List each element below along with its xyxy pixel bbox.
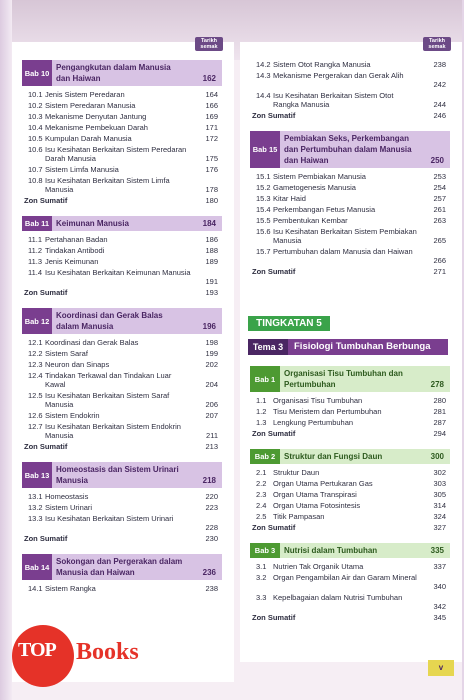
toc-item xyxy=(256,562,446,571)
item-title: Jenis Sistem Peredaran xyxy=(45,90,125,99)
item-page: 188 xyxy=(205,246,218,255)
item-title: Organ Pengambilan Air dan Garam Mineral xyxy=(273,573,417,582)
zon-sumatif-label: Zon Sumatif xyxy=(252,429,296,438)
item-title: Perkembangan Fetus Manusia xyxy=(273,205,376,214)
item-number: 14.3 xyxy=(256,71,271,80)
item-title: Mekanisme Pergerakan dan Gerak Alih xyxy=(273,71,404,80)
toc-item xyxy=(28,165,218,174)
chapter-header xyxy=(22,554,222,580)
toc-item xyxy=(256,91,446,109)
item-number: 10.1 xyxy=(28,90,43,99)
item-title: Isu Kesihatan Berkaitan Sistem Urinari xyxy=(45,514,174,523)
chapter-tag: Bab 14 xyxy=(22,554,52,580)
item-page: 207 xyxy=(205,411,218,420)
item-number: 14.2 xyxy=(256,60,271,69)
tema-title: Fisiologi Tumbuhan Berbunga xyxy=(294,341,431,352)
toc-item xyxy=(256,573,446,591)
item-title: Nutrien Tak Organik Utama xyxy=(273,562,364,571)
item-title: Pertahanan Badan xyxy=(45,235,108,244)
zon-sumatif-label: Zon Sumatif xyxy=(24,442,68,451)
item-title: Neuron dan Sinaps xyxy=(45,360,110,369)
chapter-header xyxy=(22,308,222,334)
toc-item xyxy=(28,145,218,163)
item-title: Sistem Saraf xyxy=(45,349,88,358)
item-number: 2.5 xyxy=(256,512,267,521)
toc-item xyxy=(28,411,218,420)
zon-sumatif-row xyxy=(252,111,448,120)
toc-item xyxy=(256,71,446,89)
item-number: 2.3 xyxy=(256,490,267,499)
item-page: 164 xyxy=(205,90,218,99)
item-page: 175 xyxy=(205,154,218,163)
item-number: 10.4 xyxy=(28,123,43,132)
zon-sumatif-page: 180 xyxy=(205,196,218,205)
zon-sumatif-page: 271 xyxy=(433,267,446,276)
item-title: Isu Kesihatan Berkaitan Sistem Pembiakan Manusia xyxy=(273,227,417,245)
item-title: Titik Pampasan xyxy=(273,512,325,521)
item-page: 199 xyxy=(205,349,218,358)
toc-item xyxy=(256,501,446,510)
item-number: 14.1 xyxy=(28,584,43,593)
tingkatan-banner: TINGKATAN 5 xyxy=(248,316,330,331)
item-title: Tisu Meristem dan Pertumbuhan xyxy=(273,407,382,416)
item-number: 13.3 xyxy=(28,514,43,523)
zon-sumatif-label: Zon Sumatif xyxy=(24,288,68,297)
chapter-page: 278 xyxy=(430,380,444,389)
item-title: Gametogenesis Manusia xyxy=(273,183,356,192)
item-page: 186 xyxy=(205,235,218,244)
item-number: 13.2 xyxy=(28,503,43,512)
item-title: Kitar Haid xyxy=(273,194,306,203)
item-page: 337 xyxy=(433,562,446,571)
toc-item xyxy=(28,257,218,266)
item-page: 166 xyxy=(205,101,218,110)
item-number: 3.2 xyxy=(256,573,267,582)
item-title: Jenis Keimunan xyxy=(45,257,99,266)
item-title: Sistem Pembiakan Manusia xyxy=(273,172,366,181)
chapter-tag: Bab 1 xyxy=(250,366,280,392)
item-number: 10.5 xyxy=(28,134,43,143)
item-title: Organ Utama Transpirasi xyxy=(273,490,357,499)
zon-sumatif-label: Zon Sumatif xyxy=(24,196,68,205)
item-page: 263 xyxy=(433,216,446,225)
item-number: 11.3 xyxy=(28,257,43,266)
chapter-header xyxy=(250,449,450,464)
item-number: 2.2 xyxy=(256,479,267,488)
item-title: Koordinasi dan Gerak Balas xyxy=(45,338,139,347)
item-page: 257 xyxy=(433,194,446,203)
toc-item xyxy=(28,338,218,347)
chapter-title: Homeostasis dan Sistem Urinari Manusia xyxy=(56,465,179,485)
zon-sumatif-row xyxy=(252,613,448,622)
chapter-header xyxy=(22,60,222,86)
item-page: 204 xyxy=(205,380,218,389)
zon-sumatif-page: 246 xyxy=(433,111,446,120)
item-title: Organisasi Tisu Tumbuhan xyxy=(273,396,363,405)
zon-sumatif-page: 213 xyxy=(205,442,218,451)
left-margin-band xyxy=(0,0,12,700)
toc-item xyxy=(256,479,446,488)
chapter-title: Struktur dan Fungsi Daun xyxy=(284,452,383,461)
item-number: 12.2 xyxy=(28,349,43,358)
toc-item xyxy=(28,90,218,99)
item-number: 13.1 xyxy=(28,492,43,501)
item-number: 1.2 xyxy=(256,407,267,416)
toc-item xyxy=(28,391,218,409)
toc-item xyxy=(256,183,446,192)
item-title: Tindakan Terkawal dan Tindakan Luar Kawal xyxy=(45,371,172,389)
item-title: Mekanisme Denyutan Jantung xyxy=(45,112,147,121)
toc-item xyxy=(256,512,446,521)
zon-sumatif-row xyxy=(252,429,448,438)
toc-item xyxy=(256,227,446,245)
toc-item xyxy=(28,371,218,389)
zon-sumatif-label: Zon Sumatif xyxy=(252,267,296,276)
item-title: Isu Kesihatan Berkaitan Sistem Endokrin Manusia xyxy=(45,422,181,440)
chapter-title: Organisasi Tisu Tumbuhan dan Pertumbuhan xyxy=(284,369,403,389)
chapter-page: 218 xyxy=(202,476,216,485)
zon-sumatif-label: Zon Sumatif xyxy=(24,534,68,543)
tarikh-semak-label: Tarikh semak xyxy=(195,37,223,51)
item-page: 178 xyxy=(205,185,218,194)
item-title: Pertumbuhan dalam Manusia dan Haiwan xyxy=(273,247,413,256)
chapter-tag: Bab 3 xyxy=(250,543,280,558)
chapter-page: 236 xyxy=(202,568,216,577)
item-title: Sistem Limfa Manusia xyxy=(45,165,119,174)
chapter-title: Keimunan Manusia xyxy=(56,219,129,228)
item-title: Sistem Rangka xyxy=(45,584,96,593)
toc-item xyxy=(256,205,446,214)
chapter-header xyxy=(22,216,222,231)
item-title: Organ Utama Fotosintesis xyxy=(273,501,361,510)
item-title: Struktur Daun xyxy=(273,468,320,477)
item-page: 303 xyxy=(433,479,446,488)
item-number: 15.2 xyxy=(256,183,271,192)
item-title: Kepelbagaian dalam Nutrisi Tumbuhan xyxy=(273,593,403,602)
item-page: 172 xyxy=(205,134,218,143)
chapter-header xyxy=(250,131,450,168)
item-number: 10.8 xyxy=(28,176,43,185)
page-number: v xyxy=(428,660,454,676)
zon-sumatif-page: 230 xyxy=(205,534,218,543)
zon-sumatif-page: 193 xyxy=(205,288,218,297)
item-title: Isu Kesihatan Berkaitan Sistem Saraf Manusia xyxy=(45,391,170,409)
toc-item xyxy=(28,123,218,132)
toc-item xyxy=(28,176,218,194)
item-number: 12.4 xyxy=(28,371,43,380)
item-page: 305 xyxy=(433,490,446,499)
item-page: 202 xyxy=(205,360,218,369)
toc-item xyxy=(28,422,218,440)
item-title: Sistem Endokrin xyxy=(45,411,100,420)
toc-item xyxy=(256,593,446,611)
item-title: Homeostasis xyxy=(45,492,89,501)
toc-item xyxy=(256,216,446,225)
toc-item xyxy=(256,247,446,265)
zon-sumatif-label: Zon Sumatif xyxy=(252,523,296,532)
item-number: 12.6 xyxy=(28,411,43,420)
chapter-title: Koordinasi dan Gerak Balas dalam Manusia xyxy=(56,311,163,331)
item-number: 14.4 xyxy=(256,91,271,100)
item-number: 15.5 xyxy=(256,216,271,225)
item-number: 2.4 xyxy=(256,501,267,510)
item-title: Isu Kesihatan Berkaitan Sistem Peredaran Darah Manusia xyxy=(45,145,187,163)
chapter-page: 300 xyxy=(430,452,444,461)
chapter-tag: Bab 12 xyxy=(22,308,52,334)
chapter-tag: Bab 10 xyxy=(22,60,52,86)
item-title: Isu Kesihatan Berkaitan Sistem Limfa Manusia xyxy=(45,176,170,194)
item-number: 1.3 xyxy=(256,418,267,427)
zon-sumatif-row xyxy=(24,442,220,451)
chapter-tag: Bab 13 xyxy=(22,462,52,488)
item-page: 287 xyxy=(433,418,446,427)
item-title: Tindakan Antibodi xyxy=(45,246,105,255)
item-page: 169 xyxy=(205,112,218,121)
chapter-tag: Bab 2 xyxy=(250,449,280,464)
item-number: 11.1 xyxy=(28,235,43,244)
zon-sumatif-label: Zon Sumatif xyxy=(252,111,296,120)
logo-top-text: TOP xyxy=(18,639,56,661)
item-title: Sistem Urinari xyxy=(45,503,93,512)
item-title: Sistem Otot Rangka Manusia xyxy=(273,60,371,69)
item-page: 198 xyxy=(205,338,218,347)
topbooks-logo xyxy=(12,625,212,685)
item-page: 314 xyxy=(433,501,446,510)
item-page: 342 xyxy=(433,602,446,611)
item-number: 11.4 xyxy=(28,268,43,277)
zon-sumatif-row xyxy=(24,196,220,205)
item-page: 261 xyxy=(433,205,446,214)
item-number: 12.3 xyxy=(28,360,43,369)
toc-item xyxy=(28,134,218,143)
chapter-tag: Bab 11 xyxy=(22,216,52,231)
item-page: 265 xyxy=(433,236,446,245)
item-number: 2.1 xyxy=(256,468,267,477)
chapter-page: 196 xyxy=(202,322,216,331)
item-page: 171 xyxy=(205,123,218,132)
item-title: Sistem Peredaran Manusia xyxy=(45,101,136,110)
item-page: 340 xyxy=(433,582,446,591)
item-title: Kumpulan Darah Manusia xyxy=(45,134,132,143)
zon-sumatif-row xyxy=(24,288,220,297)
item-number: 10.3 xyxy=(28,112,43,121)
item-title: Isu Kesihatan Berkaitan Keimunan Manusia xyxy=(45,268,191,277)
item-number: 10.6 xyxy=(28,145,43,154)
chapter-tag: Bab 15 xyxy=(250,131,280,168)
toc-item xyxy=(256,418,446,427)
zon-sumatif-row xyxy=(252,267,448,276)
toc-item xyxy=(256,468,446,477)
toc-item xyxy=(256,490,446,499)
item-number: 12.5 xyxy=(28,391,43,400)
item-number: 3.1 xyxy=(256,562,267,571)
toc-item xyxy=(256,396,446,405)
chapter-page: 162 xyxy=(202,74,216,83)
chapter-header xyxy=(22,462,222,488)
item-page: 238 xyxy=(433,60,446,69)
item-title: Lengkung Pertumbuhan xyxy=(273,418,354,427)
zon-sumatif-page: 345 xyxy=(433,613,446,622)
toc-item xyxy=(256,172,446,181)
item-number: 15.3 xyxy=(256,194,271,203)
chapter-header xyxy=(250,543,450,558)
item-page: 191 xyxy=(205,277,218,286)
item-page: 220 xyxy=(205,492,218,501)
item-page: 176 xyxy=(205,165,218,174)
item-page: 302 xyxy=(433,468,446,477)
item-number: 15.6 xyxy=(256,227,271,236)
item-page: 223 xyxy=(205,503,218,512)
item-page: 206 xyxy=(205,400,218,409)
item-title: Isu Kesihatan Berkaitan Sistem Otot Rangka Manusia xyxy=(273,91,394,109)
item-page: 324 xyxy=(433,512,446,521)
item-number: 12.7 xyxy=(28,422,43,431)
item-title: Organ Utama Pertukaran Gas xyxy=(273,479,373,488)
chapter-page: 335 xyxy=(430,546,444,555)
zon-sumatif-row xyxy=(252,523,448,532)
toc-item xyxy=(28,514,218,532)
chapter-title: Nutrisi dalam Tumbuhan xyxy=(284,546,378,555)
item-page: 281 xyxy=(433,407,446,416)
zon-sumatif-label: Zon Sumatif xyxy=(252,613,296,622)
chapter-title: Sokongan dan Pergerakan dalam Manusia dan Haiwan xyxy=(56,557,183,577)
item-page: 280 xyxy=(433,396,446,405)
toc-item xyxy=(28,349,218,358)
item-number: 3.3 xyxy=(256,593,267,602)
item-number: 15.4 xyxy=(256,205,271,214)
toc-item xyxy=(28,235,218,244)
zon-sumatif-page: 294 xyxy=(433,429,446,438)
toc-item xyxy=(256,194,446,203)
item-number: 11.2 xyxy=(28,246,43,255)
toc-item xyxy=(28,503,218,512)
chapter-header xyxy=(250,366,450,392)
item-page: 266 xyxy=(433,256,446,265)
item-number: 15.7 xyxy=(256,247,271,256)
toc-item xyxy=(28,268,218,286)
toc-item xyxy=(28,584,218,593)
item-page: 244 xyxy=(433,100,446,109)
item-title: Mekanisme Pembekuan Darah xyxy=(45,123,148,132)
chapter-page: 250 xyxy=(430,156,444,165)
toc-item xyxy=(28,492,218,501)
item-page: 211 xyxy=(206,431,218,440)
toc-item xyxy=(28,101,218,110)
toc-item xyxy=(28,112,218,121)
item-page: 254 xyxy=(433,183,446,192)
item-number: 12.1 xyxy=(28,338,43,347)
item-number: 1.1 xyxy=(256,396,267,405)
zon-sumatif-row xyxy=(24,534,220,543)
item-number: 10.7 xyxy=(28,165,43,174)
toc-item xyxy=(28,360,218,369)
toc-item xyxy=(28,246,218,255)
tarikh-semak-label: Tarikh semak xyxy=(423,37,451,51)
item-page: 238 xyxy=(205,584,218,593)
tema-banner xyxy=(248,339,448,355)
item-page: 228 xyxy=(205,523,218,532)
item-page: 189 xyxy=(205,257,218,266)
logo-books-text: Books xyxy=(76,639,139,665)
chapter-title: Pembiakan Seks, Perkembangan dan Pertumbuhan dalam Manusia dan Haiwan xyxy=(284,134,412,165)
toc-item xyxy=(256,407,446,416)
chapter-page: 184 xyxy=(202,219,216,228)
item-page: 242 xyxy=(433,80,446,89)
item-title: Pembentukan Kembar xyxy=(273,216,348,225)
item-page: 253 xyxy=(433,172,446,181)
item-number: 10.2 xyxy=(28,101,43,110)
tema-tag: Tema 3 xyxy=(248,339,288,355)
toc-item xyxy=(256,60,446,69)
item-number: 15.1 xyxy=(256,172,271,181)
chapter-title: Pengangkutan dalam Manusia dan Haiwan xyxy=(56,63,171,83)
zon-sumatif-page: 327 xyxy=(433,523,446,532)
